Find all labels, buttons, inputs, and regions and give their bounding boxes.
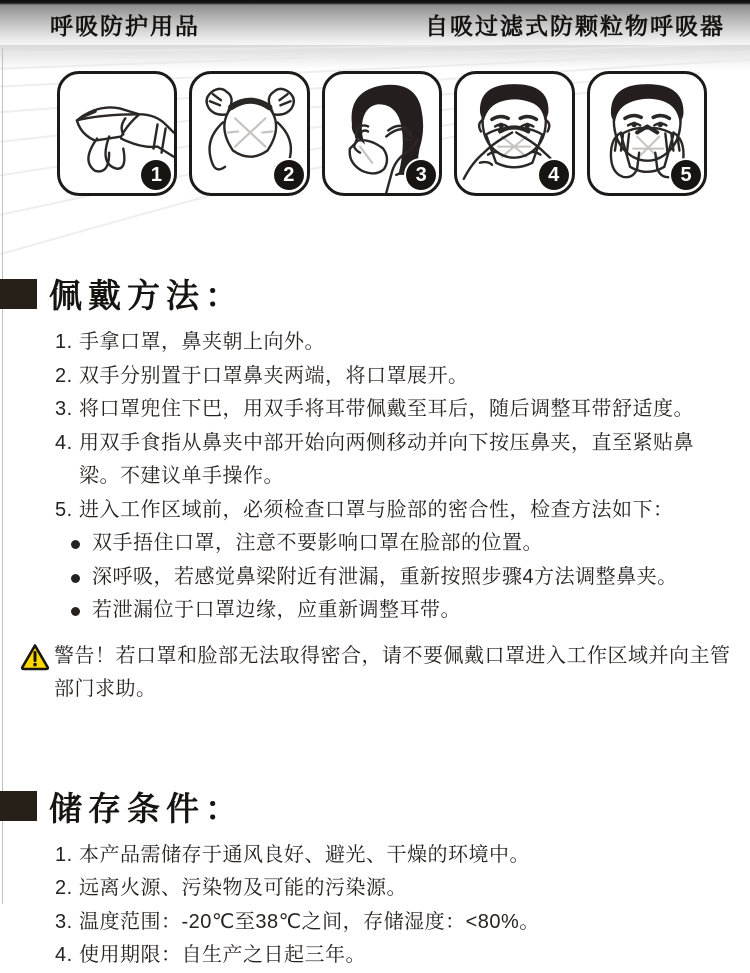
wearing-section-title: 佩戴方法：: [49, 277, 244, 314]
storage-section-title: 储存条件：: [49, 789, 244, 827]
seal-check-bullet-list: [0, 527, 750, 628]
step-1-badge: 1: [141, 160, 171, 190]
item-number: 3.: [55, 910, 73, 933]
item-number: 4.: [55, 431, 73, 454]
warning-note: [0, 640, 750, 706]
step-5-badge: 5: [671, 160, 701, 190]
wearing-instructions-list: [0, 326, 750, 527]
step-3-badge: 3: [406, 160, 436, 190]
item-text: 使用期限：自生产之日起三年。: [79, 944, 366, 966]
item-text: 进入工作区域前，必须检查口罩与脸部的密合性，检查方法如下：: [79, 498, 674, 521]
list-item: [55, 906, 732, 940]
header-bar: [0, 0, 750, 45]
list-item: [55, 326, 732, 360]
item-text: 手拿口罩，鼻夹朝上向外。: [79, 331, 325, 353]
bullet-icon: [71, 527, 92, 561]
item-text: 本产品需储存于通风良好、避光、干燥的环境中。: [79, 843, 530, 866]
bullet-item: [71, 527, 732, 561]
storage-section-header: [0, 783, 750, 830]
bullet-icon: [71, 594, 92, 628]
bullet-item: [71, 561, 732, 595]
step-4-illustration: [454, 71, 574, 196]
step-5-illustration: [587, 71, 707, 196]
wearing-steps-row: [0, 71, 750, 196]
item-text: 远离火源、污染物及可能的污染源。: [79, 877, 407, 899]
item-number: 2.: [55, 364, 73, 387]
list-item: [55, 494, 732, 528]
bullet-icon: [71, 561, 92, 595]
bullet-text: 双手捂住口罩，注意不要影响口罩在脸部的位置。: [92, 532, 543, 554]
item-text: 用双手食指从鼻夹中部开始向两侧移动并向下按压鼻夹，直至紧贴鼻梁。不建议单手操作。: [79, 431, 694, 487]
item-text: 温度范围：-20℃至38℃之间，存储湿度：<80%。: [79, 910, 540, 933]
item-number: 2.: [55, 877, 73, 899]
step-1-illustration: [57, 71, 177, 196]
header-left-title: 呼吸防护用品: [50, 13, 200, 39]
bullet-text: 若泄漏位于口罩边缘，应重新调整耳带。: [92, 599, 461, 621]
item-number: 5.: [55, 498, 73, 521]
item-text: 将口罩兜住下巴，用双手将耳带佩戴至耳后，随后调整耳带舒适度。: [79, 398, 694, 420]
bullet-text: 深呼吸，若感觉鼻梁附近有泄漏，重新按照步骤4方法调整鼻夹。: [92, 565, 678, 588]
section-marker: [0, 791, 37, 821]
step-3-illustration: [322, 71, 442, 196]
bullet-item: [71, 594, 732, 628]
wearing-section-header: [0, 270, 750, 317]
list-item: [55, 872, 732, 906]
step-2-badge: 2: [274, 160, 304, 190]
item-number: 4.: [55, 944, 73, 966]
list-item: [55, 939, 732, 973]
list-item: [55, 393, 732, 427]
section-marker: [0, 279, 37, 309]
storage-conditions-list: [0, 839, 750, 973]
step-2-illustration: [189, 71, 309, 196]
list-item: [55, 427, 732, 494]
item-number: 1.: [55, 843, 73, 866]
list-item: [55, 839, 732, 873]
item-text: 双手分别置于口罩鼻夹两端，将口罩展开。: [79, 364, 469, 387]
step-4-badge: 4: [539, 160, 569, 190]
warning-text: 警告！若口罩和脸部无法取得密合，请不要佩戴口罩进入工作区域并向主管部门求助。: [54, 644, 731, 700]
item-number: 1.: [55, 331, 73, 353]
header-right-title: 自吸过滤式防颗粒物呼吸器: [425, 13, 725, 39]
warning-triangle-icon: [20, 640, 54, 706]
list-item: [55, 360, 732, 394]
header-fade-band: [0, 45, 750, 71]
item-number: 3.: [55, 398, 73, 420]
